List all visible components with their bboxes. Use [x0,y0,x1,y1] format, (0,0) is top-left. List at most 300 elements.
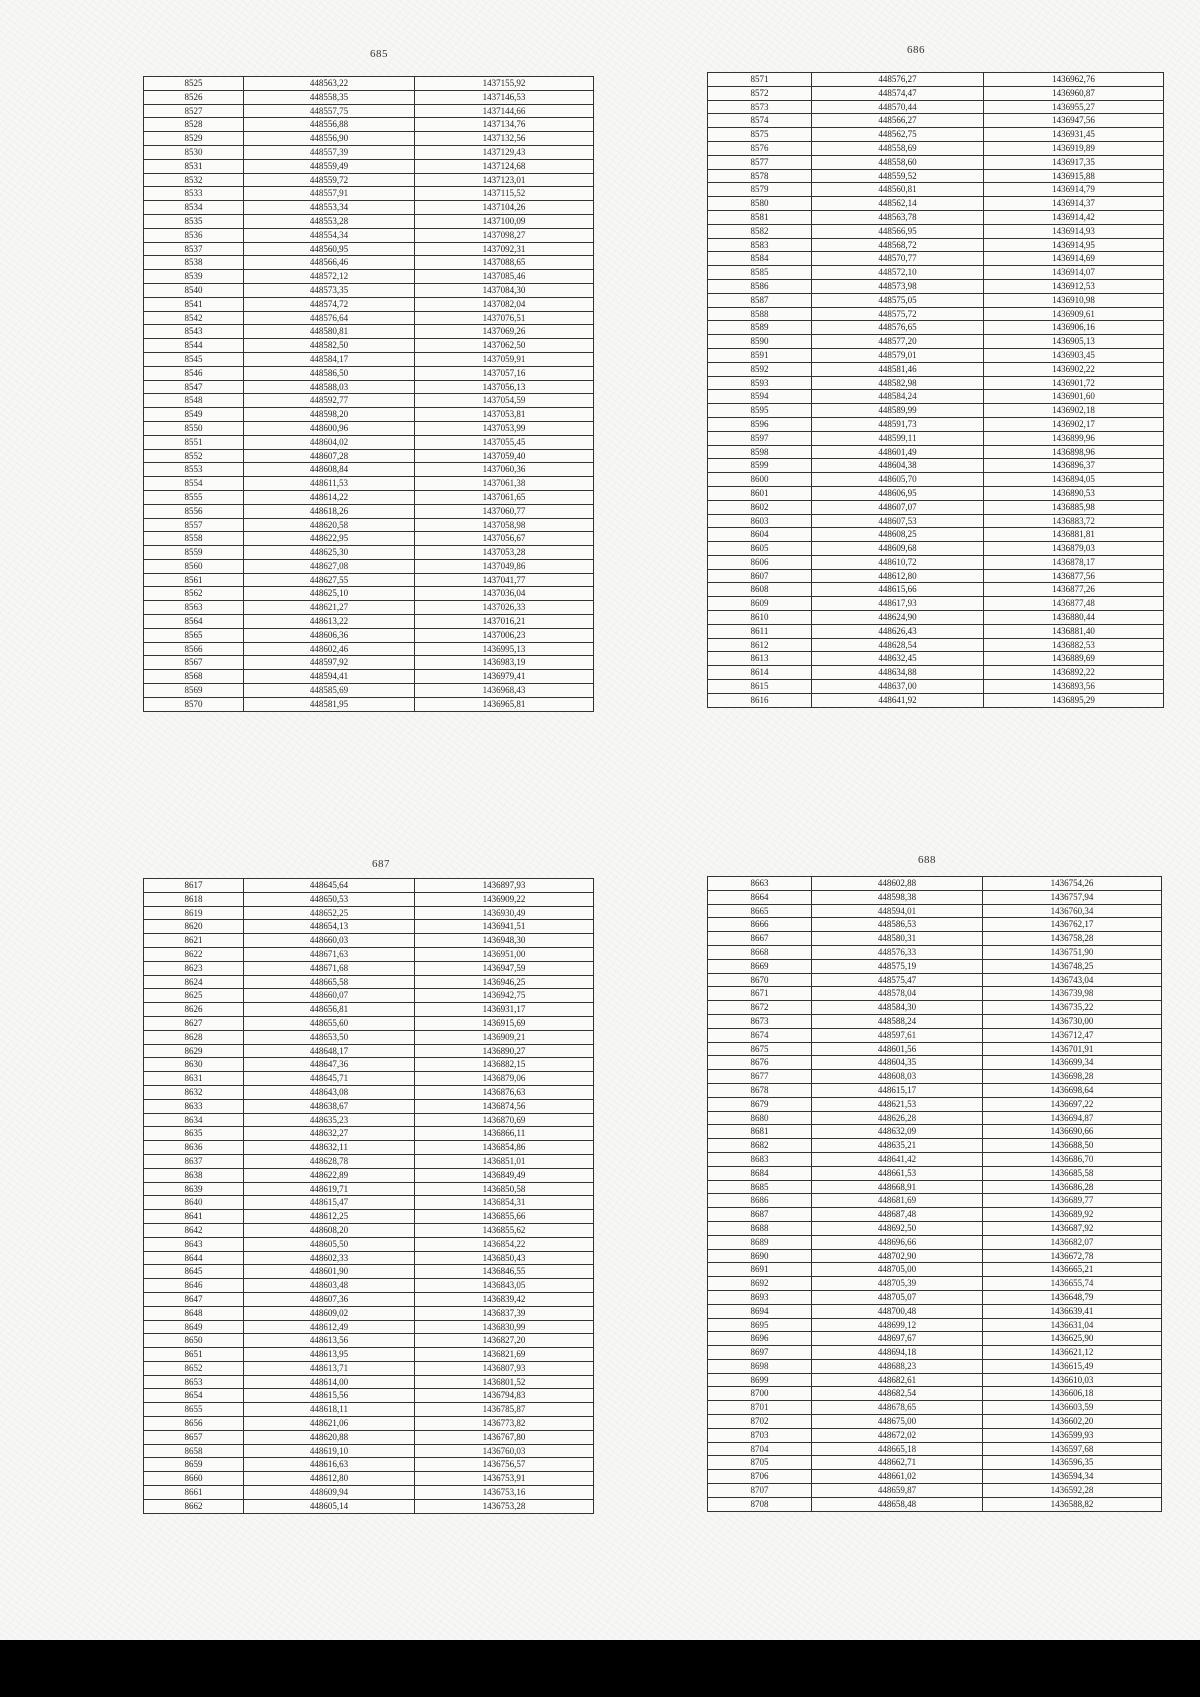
point-number-cell: 8686 [708,1194,812,1208]
y-coordinate-cell: 1436773,82 [415,1417,594,1431]
x-coordinate-cell: 448681,69 [812,1194,983,1208]
y-coordinate-cell: 1436851,01 [415,1154,594,1168]
x-coordinate-cell: 448584,24 [812,390,984,404]
table-row [708,431,1164,445]
point-number-cell: 8660 [144,1472,244,1486]
y-coordinate-cell: 1436870,69 [415,1113,594,1127]
table-row [144,989,594,1003]
table-row [144,1072,594,1086]
table-row [708,973,1162,987]
point-number-cell: 8553 [144,463,244,477]
y-coordinate-cell: 1436882,53 [984,638,1164,652]
table-row [144,449,594,463]
table-row [144,1030,594,1044]
table-row [708,890,1162,904]
point-number-cell: 8574 [708,114,812,128]
table-row [708,335,1164,349]
point-number-cell: 8561 [144,573,244,587]
x-coordinate-cell: 448652,25 [244,906,415,920]
page-number-687: 687 [372,858,390,870]
table-row [708,904,1162,918]
table-row [144,573,594,587]
x-coordinate-cell: 448598,20 [244,408,415,422]
table-row [144,546,594,560]
table-row [144,934,594,948]
point-number-cell: 8535 [144,214,244,228]
point-number-cell: 8526 [144,90,244,104]
y-coordinate-cell: 1436592,28 [983,1484,1162,1498]
x-coordinate-cell: 448563,78 [812,210,984,224]
y-coordinate-cell: 1436901,60 [984,390,1164,404]
point-number-cell: 8545 [144,352,244,366]
point-number-cell: 8667 [708,932,812,946]
table-row [708,652,1164,666]
x-coordinate-cell: 448558,69 [812,141,984,155]
y-coordinate-cell: 1436839,42 [415,1292,594,1306]
x-coordinate-cell: 448619,71 [244,1182,415,1196]
table-row [708,1484,1162,1498]
x-coordinate-cell: 448560,95 [244,242,415,256]
point-number-cell: 8683 [708,1152,812,1166]
y-coordinate-cell: 1436596,35 [983,1456,1162,1470]
point-number-cell: 8651 [144,1348,244,1362]
x-coordinate-cell: 448609,68 [812,542,984,556]
table-row [144,518,594,532]
y-coordinate-cell: 1436983,19 [415,656,594,670]
table-row [144,118,594,132]
x-coordinate-cell: 448656,81 [244,1003,415,1017]
y-coordinate-cell: 1437061,38 [415,477,594,491]
y-coordinate-cell: 1436631,04 [983,1318,1162,1332]
x-coordinate-cell: 448620,88 [244,1430,415,1444]
x-coordinate-cell: 448559,72 [244,173,415,187]
y-coordinate-cell: 1437124,68 [415,159,594,173]
x-coordinate-cell: 448607,28 [244,449,415,463]
table-row [708,1277,1162,1291]
point-number-cell: 8702 [708,1415,812,1429]
point-number-cell: 8540 [144,283,244,297]
table-row [708,1470,1162,1484]
x-coordinate-cell: 448621,27 [244,601,415,615]
point-number-cell: 8623 [144,961,244,975]
x-coordinate-cell: 448589,99 [812,404,984,418]
x-coordinate-cell: 448598,38 [812,890,983,904]
y-coordinate-cell: 1437055,45 [415,435,594,449]
x-coordinate-cell: 448692,50 [812,1221,983,1235]
table-row [144,1375,594,1389]
x-coordinate-cell: 448653,50 [244,1030,415,1044]
x-coordinate-cell: 448570,44 [812,100,984,114]
x-coordinate-cell: 448607,07 [812,500,984,514]
x-coordinate-cell: 448632,09 [812,1125,983,1139]
x-coordinate-cell: 448557,39 [244,145,415,159]
x-coordinate-cell: 448675,00 [812,1415,983,1429]
y-coordinate-cell: 1436639,41 [983,1304,1162,1318]
y-coordinate-cell: 1436909,21 [415,1030,594,1044]
coordinate-table-page-686 [707,72,1164,708]
y-coordinate-cell: 1437049,86 [415,559,594,573]
x-coordinate-cell: 448613,95 [244,1348,415,1362]
table-row [144,270,594,284]
table-row [708,1318,1162,1332]
x-coordinate-cell: 448607,36 [244,1292,415,1306]
y-coordinate-cell: 1436760,34 [983,904,1162,918]
point-number-cell: 8638 [144,1168,244,1182]
y-coordinate-cell: 1436914,37 [984,197,1164,211]
point-number-cell: 8644 [144,1251,244,1265]
point-number-cell: 8673 [708,1014,812,1028]
y-coordinate-cell: 1436685,58 [983,1166,1162,1180]
x-coordinate-cell: 448584,30 [812,1001,983,1015]
table-row [708,1456,1162,1470]
x-coordinate-cell: 448658,48 [812,1497,983,1511]
table-row [144,159,594,173]
point-number-cell: 8595 [708,404,812,418]
y-coordinate-cell: 1436898,96 [984,445,1164,459]
point-number-cell: 8563 [144,601,244,615]
x-coordinate-cell: 448705,39 [812,1277,983,1291]
x-coordinate-cell: 448553,34 [244,201,415,215]
y-coordinate-cell: 1437058,98 [415,518,594,532]
table-row [708,680,1164,694]
y-coordinate-cell: 1436594,34 [983,1470,1162,1484]
point-number-cell: 8653 [144,1375,244,1389]
x-coordinate-cell: 448610,72 [812,555,984,569]
point-number-cell: 8547 [144,380,244,394]
x-coordinate-cell: 448597,92 [244,656,415,670]
x-coordinate-cell: 448626,28 [812,1111,983,1125]
table-row [144,477,594,491]
y-coordinate-cell: 1436599,93 [983,1428,1162,1442]
table-row [144,228,594,242]
x-coordinate-cell: 448576,27 [812,73,984,87]
table-row [708,169,1164,183]
y-coordinate-cell: 1436942,75 [415,989,594,1003]
x-coordinate-cell: 448614,00 [244,1375,415,1389]
x-coordinate-cell: 448576,33 [812,945,983,959]
x-coordinate-cell: 448660,03 [244,934,415,948]
point-number-cell: 8593 [708,376,812,390]
point-number-cell: 8562 [144,587,244,601]
x-coordinate-cell: 448615,17 [812,1083,983,1097]
point-number-cell: 8580 [708,197,812,211]
table-row [144,601,594,615]
x-coordinate-cell: 448628,78 [244,1154,415,1168]
y-coordinate-cell: 1437056,67 [415,532,594,546]
point-number-cell: 8579 [708,183,812,197]
point-number-cell: 8697 [708,1346,812,1360]
x-coordinate-cell: 448562,75 [812,128,984,142]
point-number-cell: 8699 [708,1373,812,1387]
table-row [144,670,594,684]
table-row [708,348,1164,362]
point-number-cell: 8596 [708,417,812,431]
y-coordinate-cell: 1436890,27 [415,1044,594,1058]
y-coordinate-cell: 1437088,65 [415,256,594,270]
x-coordinate-cell: 448696,66 [812,1235,983,1249]
y-coordinate-cell: 1436672,78 [983,1249,1162,1263]
table-row [144,642,594,656]
table-row [708,486,1164,500]
y-coordinate-cell: 1436665,21 [983,1263,1162,1277]
table-row [144,975,594,989]
table-row [144,1499,594,1513]
table-row [708,945,1162,959]
y-coordinate-cell: 1437123,01 [415,173,594,187]
y-coordinate-cell: 1436606,18 [983,1387,1162,1401]
table-row [144,242,594,256]
table-row [708,362,1164,376]
table-row [144,1223,594,1237]
y-coordinate-cell: 1436687,92 [983,1221,1162,1235]
table-row [708,473,1164,487]
point-number-cell: 8601 [708,486,812,500]
point-number-cell: 8671 [708,987,812,1001]
x-coordinate-cell: 448625,30 [244,546,415,560]
table-row [708,445,1164,459]
point-number-cell: 8599 [708,459,812,473]
point-number-cell: 8534 [144,201,244,215]
x-coordinate-cell: 448601,90 [244,1265,415,1279]
y-coordinate-cell: 1436686,70 [983,1152,1162,1166]
x-coordinate-cell: 448608,03 [812,1070,983,1084]
y-coordinate-cell: 1436730,00 [983,1014,1162,1028]
y-coordinate-cell: 1437155,92 [415,77,594,91]
y-coordinate-cell: 1436751,90 [983,945,1162,959]
point-number-cell: 8620 [144,920,244,934]
x-coordinate-cell: 448618,11 [244,1403,415,1417]
x-coordinate-cell: 448668,91 [812,1180,983,1194]
point-number-cell: 8640 [144,1196,244,1210]
y-coordinate-cell: 1437082,04 [415,297,594,311]
y-coordinate-cell: 1436689,92 [983,1208,1162,1222]
table-row [144,1113,594,1127]
point-number-cell: 8577 [708,155,812,169]
point-number-cell: 8693 [708,1290,812,1304]
table-row [708,1070,1162,1084]
x-coordinate-cell: 448699,12 [812,1318,983,1332]
x-coordinate-cell: 448632,45 [812,652,984,666]
table-row [144,77,594,91]
x-coordinate-cell: 448616,63 [244,1458,415,1472]
y-coordinate-cell: 1436965,81 [415,697,594,711]
y-coordinate-cell: 1436909,61 [984,307,1164,321]
point-number-cell: 8590 [708,335,812,349]
point-number-cell: 8708 [708,1497,812,1511]
y-coordinate-cell: 1436688,50 [983,1139,1162,1153]
point-number-cell: 8582 [708,224,812,238]
table-row [708,611,1164,625]
table-row [708,932,1162,946]
point-number-cell: 8642 [144,1223,244,1237]
y-coordinate-cell: 1436874,56 [415,1099,594,1113]
table-row [708,417,1164,431]
y-coordinate-cell: 1436615,49 [983,1359,1162,1373]
y-coordinate-cell: 1436756,57 [415,1458,594,1472]
point-number-cell: 8531 [144,159,244,173]
table-row [144,684,594,698]
point-number-cell: 8641 [144,1210,244,1224]
table-row [708,1166,1162,1180]
table-row [144,1306,594,1320]
y-coordinate-cell: 1436960,87 [984,86,1164,100]
point-number-cell: 8525 [144,77,244,91]
table-row [708,583,1164,597]
y-coordinate-cell: 1436689,77 [983,1194,1162,1208]
x-coordinate-cell: 448607,53 [812,514,984,528]
point-number-cell: 8572 [708,86,812,100]
x-coordinate-cell: 448572,10 [812,266,984,280]
point-number-cell: 8543 [144,325,244,339]
point-number-cell: 8695 [708,1318,812,1332]
table-row [144,380,594,394]
y-coordinate-cell: 1437144,66 [415,104,594,118]
point-number-cell: 8628 [144,1030,244,1044]
table-row [708,555,1164,569]
table-row [708,624,1164,638]
table-row [144,435,594,449]
x-coordinate-cell: 448621,06 [244,1417,415,1431]
y-coordinate-cell: 1436892,22 [984,666,1164,680]
table-row [144,394,594,408]
point-number-cell: 8636 [144,1141,244,1155]
y-coordinate-cell: 1437059,40 [415,449,594,463]
table-row [708,1042,1162,1056]
point-number-cell: 8581 [708,210,812,224]
y-coordinate-cell: 1436941,51 [415,920,594,934]
point-number-cell: 8690 [708,1249,812,1263]
point-number-cell: 8549 [144,408,244,422]
page-number-685: 685 [370,48,388,60]
y-coordinate-cell: 1437092,31 [415,242,594,256]
x-coordinate-cell: 448613,71 [244,1361,415,1375]
point-number-cell: 8575 [708,128,812,142]
table-row [708,1125,1162,1139]
x-coordinate-cell: 448624,90 [812,611,984,625]
point-number-cell: 8533 [144,187,244,201]
y-coordinate-cell: 1436914,95 [984,238,1164,252]
y-coordinate-cell: 1436899,96 [984,431,1164,445]
y-coordinate-cell: 1437076,51 [415,311,594,325]
table-row [144,297,594,311]
x-coordinate-cell: 448557,75 [244,104,415,118]
table-row [144,1444,594,1458]
y-coordinate-cell: 1436902,18 [984,404,1164,418]
point-number-cell: 8687 [708,1208,812,1222]
table-row [144,656,594,670]
y-coordinate-cell: 1436855,66 [415,1210,594,1224]
y-coordinate-cell: 1437060,77 [415,504,594,518]
y-coordinate-cell: 1436879,03 [984,542,1164,556]
point-number-cell: 8633 [144,1099,244,1113]
table-row [144,920,594,934]
x-coordinate-cell: 448628,54 [812,638,984,652]
x-coordinate-cell: 448559,52 [812,169,984,183]
x-coordinate-cell: 448650,53 [244,892,415,906]
x-coordinate-cell: 448619,10 [244,1444,415,1458]
point-number-cell: 8635 [144,1127,244,1141]
y-coordinate-cell: 1436699,34 [983,1056,1162,1070]
x-coordinate-cell: 448612,49 [244,1320,415,1334]
y-coordinate-cell: 1436603,59 [983,1401,1162,1415]
coordinate-table-page-685 [143,76,594,712]
x-coordinate-cell: 448603,48 [244,1279,415,1293]
x-coordinate-cell: 448609,02 [244,1306,415,1320]
point-number-cell: 8598 [708,445,812,459]
table-row [144,1265,594,1279]
point-number-cell: 8639 [144,1182,244,1196]
y-coordinate-cell: 1436951,00 [415,947,594,961]
x-coordinate-cell: 448660,07 [244,989,415,1003]
x-coordinate-cell: 448600,96 [244,421,415,435]
table-row [144,1085,594,1099]
point-number-cell: 8589 [708,321,812,335]
point-number-cell: 8646 [144,1279,244,1293]
y-coordinate-cell: 1436597,68 [983,1442,1162,1456]
y-coordinate-cell: 1436757,94 [983,890,1162,904]
x-coordinate-cell: 448601,56 [812,1042,983,1056]
point-number-cell: 8703 [708,1428,812,1442]
y-coordinate-cell: 1436698,28 [983,1070,1162,1084]
table-row [708,987,1162,1001]
x-coordinate-cell: 448688,23 [812,1359,983,1373]
y-coordinate-cell: 1437056,13 [415,380,594,394]
table-row [708,307,1164,321]
table-row [144,1196,594,1210]
table-row [144,1237,594,1251]
x-coordinate-cell: 448566,95 [812,224,984,238]
table-row [708,279,1164,293]
y-coordinate-cell: 1436712,47 [983,1028,1162,1042]
table-row [144,961,594,975]
table-row [144,1058,594,1072]
table-row [144,1154,594,1168]
x-coordinate-cell: 448580,31 [812,932,983,946]
table-row [708,197,1164,211]
y-coordinate-cell: 1437026,33 [415,601,594,615]
x-coordinate-cell: 448558,35 [244,90,415,104]
table-row [144,1389,594,1403]
x-coordinate-cell: 448647,36 [244,1058,415,1072]
point-number-cell: 8550 [144,421,244,435]
y-coordinate-cell: 1436914,93 [984,224,1164,238]
y-coordinate-cell: 1436881,40 [984,624,1164,638]
x-coordinate-cell: 448594,01 [812,904,983,918]
y-coordinate-cell: 1436882,15 [415,1058,594,1072]
table-row [144,408,594,422]
point-number-cell: 8557 [144,518,244,532]
table-row [144,173,594,187]
x-coordinate-cell: 448604,35 [812,1056,983,1070]
table-row [708,693,1164,707]
point-number-cell: 8555 [144,490,244,504]
x-coordinate-cell: 448671,68 [244,961,415,975]
coordinate-table-page-688 [707,876,1162,1512]
table-row [144,1334,594,1348]
point-number-cell: 8584 [708,252,812,266]
y-coordinate-cell: 1437053,28 [415,546,594,560]
y-coordinate-cell: 1436955,27 [984,100,1164,114]
table-row [144,490,594,504]
x-coordinate-cell: 448601,49 [812,445,984,459]
y-coordinate-cell: 1436910,98 [984,293,1164,307]
x-coordinate-cell: 448635,21 [812,1139,983,1153]
table-row [708,1304,1162,1318]
x-coordinate-cell: 448605,14 [244,1499,415,1513]
table-row [708,1290,1162,1304]
table-row [708,1097,1162,1111]
table-row [708,293,1164,307]
